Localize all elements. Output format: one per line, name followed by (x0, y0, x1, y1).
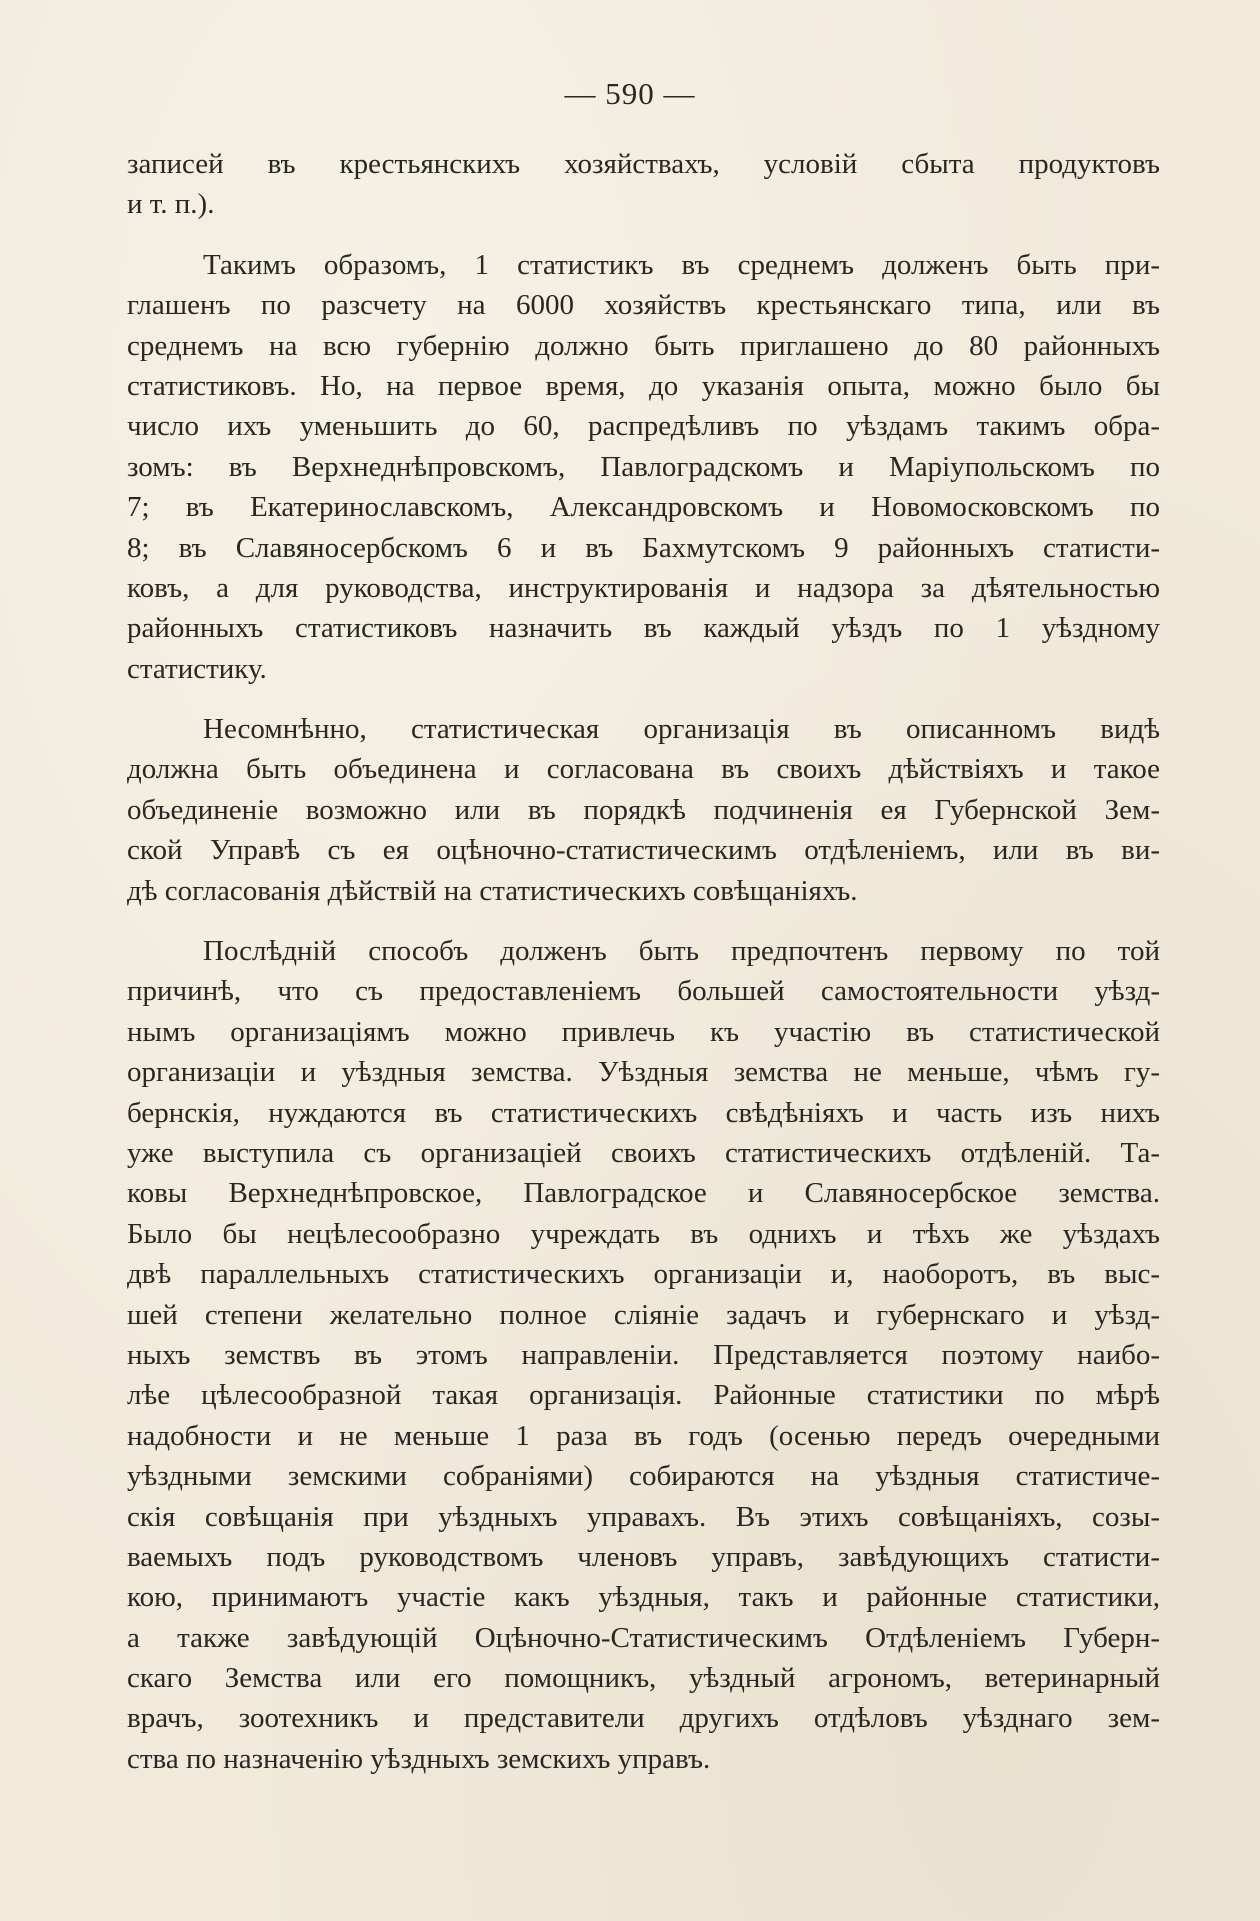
text-line: уже выступила съ организаціей своихъ статистическихъ отдѣленій. Та- (127, 1136, 1160, 1169)
text-line: надобности и не меньше 1 раза въ годъ (осенью передъ очередными (127, 1419, 1160, 1452)
text-line: скаго Земства или его помощникъ, уѣздный агрономъ, ветеринарный (127, 1662, 1160, 1695)
text-line: организаціи и уѣздныя земства. Уѣздныя земства не меньше, чѣмъ гу- (127, 1056, 1160, 1089)
paragraph (127, 144, 1160, 225)
text-line: уѣздными земскими собраніями) собираются на уѣздныя статистиче- (127, 1460, 1160, 1493)
text-line: а также завѣдующій Оцѣночно-Статистическимъ Отдѣленіемъ Губерн- (127, 1621, 1160, 1654)
text-line: нымъ организаціямъ можно привлечь къ участію въ статистической (127, 1015, 1160, 1048)
text-line: Такимъ образомъ, 1 статистикъ въ среднемъ долженъ быть при- (203, 248, 1160, 281)
text-line: бернскія, нуждаются въ статистическихъ свѣдѣніяхъ и часть изъ нихъ (127, 1096, 1160, 1129)
text-line: дѣ согласованія дѣйствій на статистическихъ совѣщаніяхъ. (127, 874, 858, 907)
text-line: врачъ, зоотехникъ и представители другихъ отдѣловъ уѣзднаго зем- (127, 1702, 1160, 1735)
text-line: Было бы нецѣлесообразно учреждать въ однихъ и тѣхъ же уѣздахъ (127, 1217, 1160, 1250)
text-line: записей въ крестьянскихъ хозяйствахъ, условій сбыта продуктовъ (127, 148, 1160, 180)
text-line: и т. п.). (127, 188, 215, 221)
text-line: ковы Верхнеднѣпровское, Павлоградское и Славяносербское земства. (127, 1177, 1160, 1210)
text-line: скія совѣщанія при уѣздныхъ управахъ. Въ этихъ совѣщаніяхъ, созы- (127, 1500, 1160, 1533)
page-number: — 590 — (564, 76, 696, 111)
text-line: ныхъ земствъ въ этомъ направленіи. Представляется поэтому наибо- (127, 1338, 1160, 1371)
text-line: районныхъ статистиковъ назначить въ каждый уѣздъ по 1 уѣздному (127, 612, 1160, 645)
text-line: ской Управѣ съ ея оцѣночно-статистическимъ отдѣленіемъ, или въ ви- (127, 834, 1160, 867)
text-line: ства по назначенію уѣздныхъ земскихъ управъ. (127, 1742, 711, 1775)
text-line: Несомнѣнно, статистическая организація въ описанномъ видѣ (203, 713, 1160, 746)
text-line: статистиковъ. Но, на первое время, до указанія опыта, можно было бы (127, 369, 1160, 402)
text-line: 7; въ Екатеринославскомъ, Александровскомъ и Новомосковскомъ по (127, 491, 1160, 524)
text-line: Послѣдній способъ долженъ быть предпочтенъ первому по той (203, 935, 1160, 968)
paragraph (127, 931, 1160, 1779)
text-line: число ихъ уменьшить до 60, распредѣливъ по уѣздамъ такимъ обра- (127, 410, 1160, 443)
text-line: должна быть объединена и согласована въ своихъ дѣйствіяхъ и такое (127, 753, 1160, 786)
text-line: зомъ: въ Верхнеднѣпровскомъ, Павлоградскомъ и Маріупольскомъ по (127, 450, 1160, 483)
body-text (127, 144, 1160, 1779)
text-line: объединеніе возможно или въ порядкѣ подчиненія ея Губернской Зем- (127, 793, 1160, 826)
text-line: шей степени желательно полное сліяніе задачъ и губернскаго и уѣзд- (127, 1298, 1160, 1331)
text-line: ваемыхъ подъ руководствомъ членовъ управъ, завѣдующихъ статисти- (127, 1540, 1160, 1573)
text-line: причинѣ, что съ предоставленіемъ большей самостоятельности уѣзд- (127, 975, 1160, 1008)
paragraph (127, 245, 1160, 689)
text-line: кою, принимаютъ участіе какъ уѣздныя, такъ и районные статистики, (127, 1581, 1160, 1614)
text-line: среднемъ на всю губернію должно быть приглашено до 80 районныхъ (127, 329, 1160, 362)
text-line: двѣ параллельныхъ статистическихъ организаціи и, наоборотъ, въ выс- (127, 1258, 1160, 1291)
paragraph (127, 709, 1160, 911)
text-line: лѣе цѣлесообразной такая организація. Районные статистики по мѣрѣ (127, 1379, 1160, 1412)
text-line: глашенъ по разсчету на 6000 хозяйствъ крестьянскаго типа, или въ (127, 289, 1160, 322)
text-line: статистику. (127, 652, 267, 685)
text-line: 8; въ Славяносербскомъ 6 и въ Бахмутскомъ 9 районныхъ статисти- (127, 531, 1160, 564)
text-line: ковъ, а для руководства, инструктированія и надзора за дѣятельностью (127, 571, 1160, 604)
